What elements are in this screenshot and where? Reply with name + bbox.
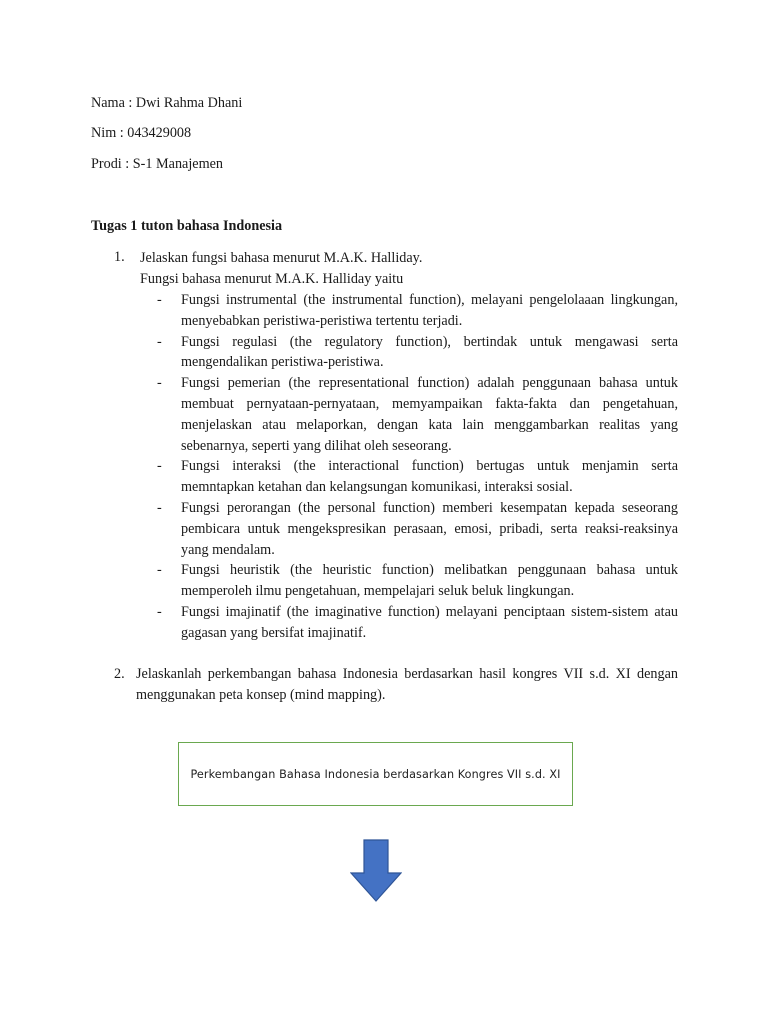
list-item bbox=[157, 373, 678, 456]
question-2-prompt: Jelaskanlah perkembangan bahasa Indonesia berdasarkan hasil kongres VII s.d. XI dengan menggunakan peta konsep (mind mapping). bbox=[136, 666, 678, 703]
question-1-number: 1. bbox=[114, 249, 125, 265]
bullet-dash: - bbox=[157, 458, 162, 475]
question-1-prompt: Jelaskan fungsi bahasa menurut M.A.K. Halliday. bbox=[140, 250, 423, 266]
concept-map-root-box bbox=[178, 742, 573, 806]
bullet-dash: - bbox=[157, 292, 162, 308]
student-prodi: Prodi : S-1 Manajemen bbox=[91, 156, 224, 172]
concept-map-root-text: Perkembangan Bahasa Indonesia berdasarkan Kongres VII s.d. XI bbox=[190, 767, 561, 781]
question-1-intro: Fungsi bahasa menurut M.A.K. Halliday yaitu bbox=[140, 270, 404, 287]
list-item bbox=[157, 602, 678, 644]
list-item-text: Fungsi interaksi (the interactional function) bertugas untuk menjamin serta memntapkan ketahan dan kelangsungan komunikasi, interaksi sosial. bbox=[181, 458, 678, 496]
bullet-dash: - bbox=[157, 333, 162, 350]
question-1 bbox=[140, 248, 680, 289]
list-item bbox=[157, 560, 678, 602]
list-item-text: Fungsi pemerian (the representational function) adalah penggunaan bahasa untuk membuat pernyataan-pernyataan, memyampaikan fakta-fakta dan pengetahuan, menjelaskan atau melaporkan, dengan kata lain menggambarkan realitas yang sebenarnya, seperti yang dilihat oleh seseorang. bbox=[181, 375, 678, 454]
list-item bbox=[157, 456, 678, 498]
bullet-dash: - bbox=[157, 603, 162, 620]
halliday-function-list bbox=[157, 290, 678, 644]
list-item-text: Fungsi heuristik (the heuristic function) melibatkan penggunaan bahasa untuk memperoleh ilmu pengetahuan, mempelajari seluk beluk lingkungan. bbox=[181, 562, 678, 600]
bullet-dash: - bbox=[157, 562, 162, 579]
bullet-dash: - bbox=[157, 499, 162, 516]
arrow-down-icon bbox=[350, 839, 402, 903]
list-item bbox=[157, 332, 678, 374]
list-item bbox=[157, 290, 678, 332]
list-item bbox=[157, 498, 678, 560]
student-nim: Nim : 043429008 bbox=[91, 125, 192, 141]
question-2-number: 2. bbox=[114, 666, 125, 682]
assignment-title: Tugas 1 tuton bahasa Indonesia bbox=[91, 218, 283, 234]
list-item-text: Fungsi perorangan (the personal function) memberi kesempatan kepada seseorang pembicara untuk mengekspresikan perasaan, emosi, pribadi, serta reaksi-reaksinya yang mendalam. bbox=[181, 499, 678, 558]
list-item-text: Fungsi instrumental (the instrumental function), melayani pengelolaaan lingkungan, menyebabkan peristiwa-peristiwa tertentu terjadi. bbox=[181, 292, 678, 329]
list-item-text: Fungsi imajinatif (the imaginative function) melayani penciptaan sistem-sistem atau gagasan yang bersifat imajinatif. bbox=[181, 603, 678, 641]
bullet-dash: - bbox=[157, 375, 162, 392]
list-item-text: Fungsi regulasi (the regulatory function), bertindak untuk mengawasi serta mengendalikan peristiwa-peristiwa. bbox=[181, 333, 678, 371]
student-name: Nama : Dwi Rahma Dhani bbox=[91, 95, 243, 111]
